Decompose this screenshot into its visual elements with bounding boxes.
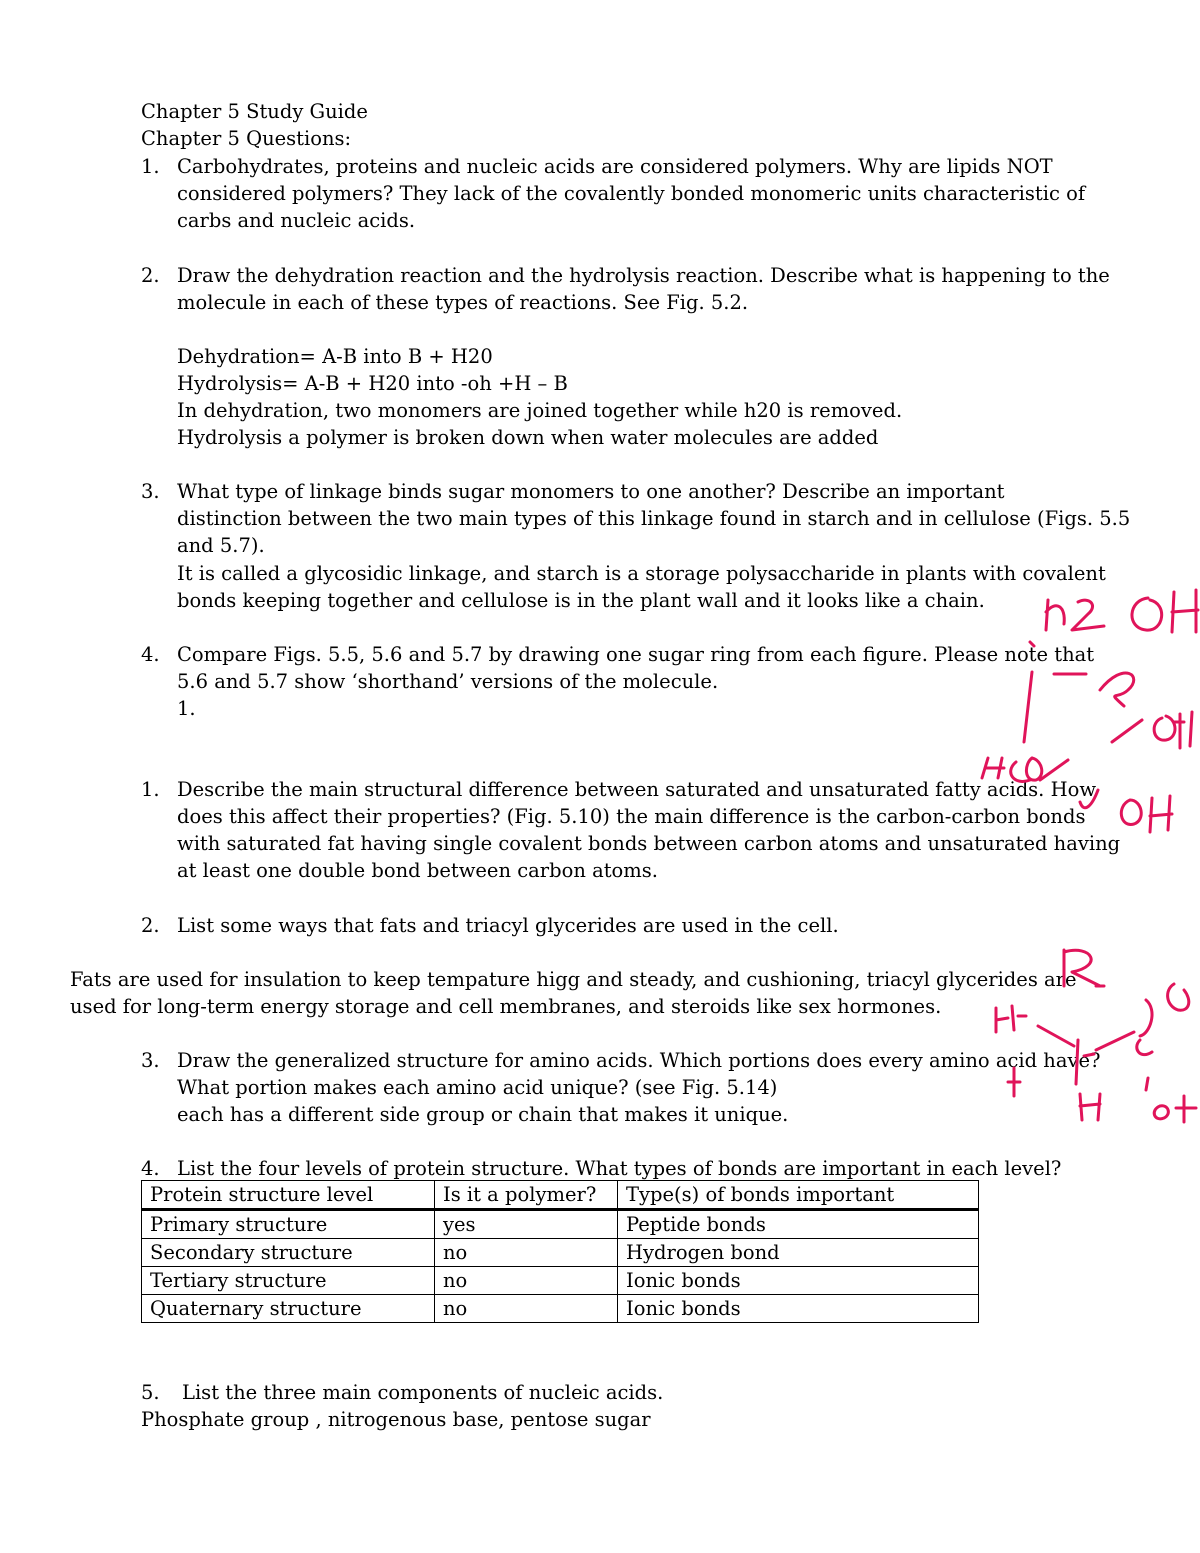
question-text: and 5.7).	[177, 534, 265, 557]
question-number: 2.	[141, 914, 160, 937]
table-cell: Tertiary structure	[142, 1267, 435, 1295]
question-text: List some ways that fats and triacyl glycerides are used in the cell.	[177, 914, 839, 937]
table-row	[142, 1295, 979, 1323]
table-cell: Ionic bonds	[618, 1295, 979, 1323]
question-text: What portion makes each amino acid unique? (see Fig. 5.14)	[177, 1076, 778, 1099]
answer-text: Hydrolysis a polymer is broken down when water molecules are added	[177, 426, 879, 449]
answer-text: at least one double bond between carbon atoms.	[177, 859, 658, 882]
document-subtitle: Chapter 5 Questions:	[141, 127, 352, 150]
question-text: Compare Figs. 5.5, 5.6 and 5.7 by drawing one sugar ring from each figure. Please note that	[177, 643, 1095, 666]
table-cell: Secondary structure	[142, 1239, 435, 1267]
answer-text: It is called a glycosidic linkage, and starch is a storage polysaccharide in plants with covalent	[177, 562, 1106, 585]
protein-structure-table	[141, 1180, 979, 1323]
table-header-row	[142, 1181, 979, 1210]
question-number: 1.	[141, 778, 160, 801]
question-text: Describe the main structural difference between saturated and unsaturated fatty acids. How	[177, 778, 1097, 801]
answer-text: Dehydration= A-B into B + H20	[177, 345, 493, 368]
question-number: 3.	[141, 1049, 160, 1072]
question-text: carbs and nucleic acids.	[177, 209, 416, 232]
answer-text: In dehydration, two monomers are joined together while h20 is removed.	[177, 399, 903, 422]
answer-text: Phosphate group , nitrogenous base, pentose sugar	[141, 1408, 651, 1431]
table-cell: no	[435, 1295, 618, 1323]
table-cell: no	[435, 1239, 618, 1267]
question-text: Draw the generalized structure for amino acids. Which portions does every amino acid have?	[177, 1049, 1101, 1072]
question-number: 3.	[141, 480, 160, 503]
question-text: does this affect their properties? (Fig. 5.10) the main difference is the carbon-carbon bonds	[177, 805, 1086, 828]
question-number: 4.	[141, 643, 160, 666]
question-text: List the four levels of protein structure. What types of bonds are important in each level?	[177, 1157, 1062, 1180]
question-number: 4.	[141, 1157, 160, 1180]
document-title: Chapter 5 Study Guide	[141, 100, 368, 123]
table-header-cell: Type(s) of bonds important	[618, 1181, 979, 1210]
table-cell: Ionic bonds	[618, 1267, 979, 1295]
answer-text: used for long-term energy storage and cell membranes, and steroids like sex hormones.	[70, 995, 942, 1018]
question-text: distinction between the two main types of this linkage found in starch and in cellulose (Figs. 5.5	[177, 507, 1131, 530]
table-cell: Peptide bonds	[618, 1210, 979, 1239]
answer-text: with saturated fat having single covalent bonds between carbon atoms and unsaturated having	[177, 832, 1121, 855]
table-cell: yes	[435, 1210, 618, 1239]
table-cell: Hydrogen bond	[618, 1239, 979, 1267]
answer-text: bonds keeping together and cellulose is in the plant wall and it looks like a chain.	[177, 589, 985, 612]
answer-text: Hydrolysis= A-B + H20 into -oh +H – B	[177, 372, 568, 395]
question-number: 5.	[141, 1381, 160, 1404]
question-text: molecule in each of these types of reactions. See Fig. 5.2.	[177, 291, 749, 314]
table-cell: Quaternary structure	[142, 1295, 435, 1323]
question-text: Carbohydrates, proteins and nucleic acids are considered polymers. Why are lipids NOT	[177, 155, 1053, 178]
answer-text: Fats are used for insulation to keep tempature higg and steady, and cushioning, triacyl glycerides are	[70, 968, 1077, 991]
question-text: What type of linkage binds sugar monomers to one another? Describe an important	[177, 480, 1005, 503]
question-text: considered polymers? They lack of the covalently bonded monomeric units characteristic of	[177, 182, 1086, 205]
question-text: List the three main components of nucleic acids.	[182, 1381, 664, 1404]
question-text: 5.6 and 5.7 show ‘shorthand’ versions of the molecule.	[177, 670, 719, 693]
table-cell: Primary structure	[142, 1210, 435, 1239]
table-row	[142, 1239, 979, 1267]
question-text: Draw the dehydration reaction and the hydrolysis reaction. Describe what is happening to the	[177, 264, 1110, 287]
question-number: 2.	[141, 264, 160, 287]
answer-text: each has a different side group or chain that makes it unique.	[177, 1103, 789, 1126]
table-row	[142, 1210, 979, 1239]
question-number: 1.	[141, 155, 160, 178]
answer-text: 1.	[177, 697, 196, 720]
table-header-cell: Is it a polymer?	[435, 1181, 618, 1210]
table-row	[142, 1267, 979, 1295]
table-cell: no	[435, 1267, 618, 1295]
table-header-cell: Protein structure level	[142, 1181, 435, 1210]
